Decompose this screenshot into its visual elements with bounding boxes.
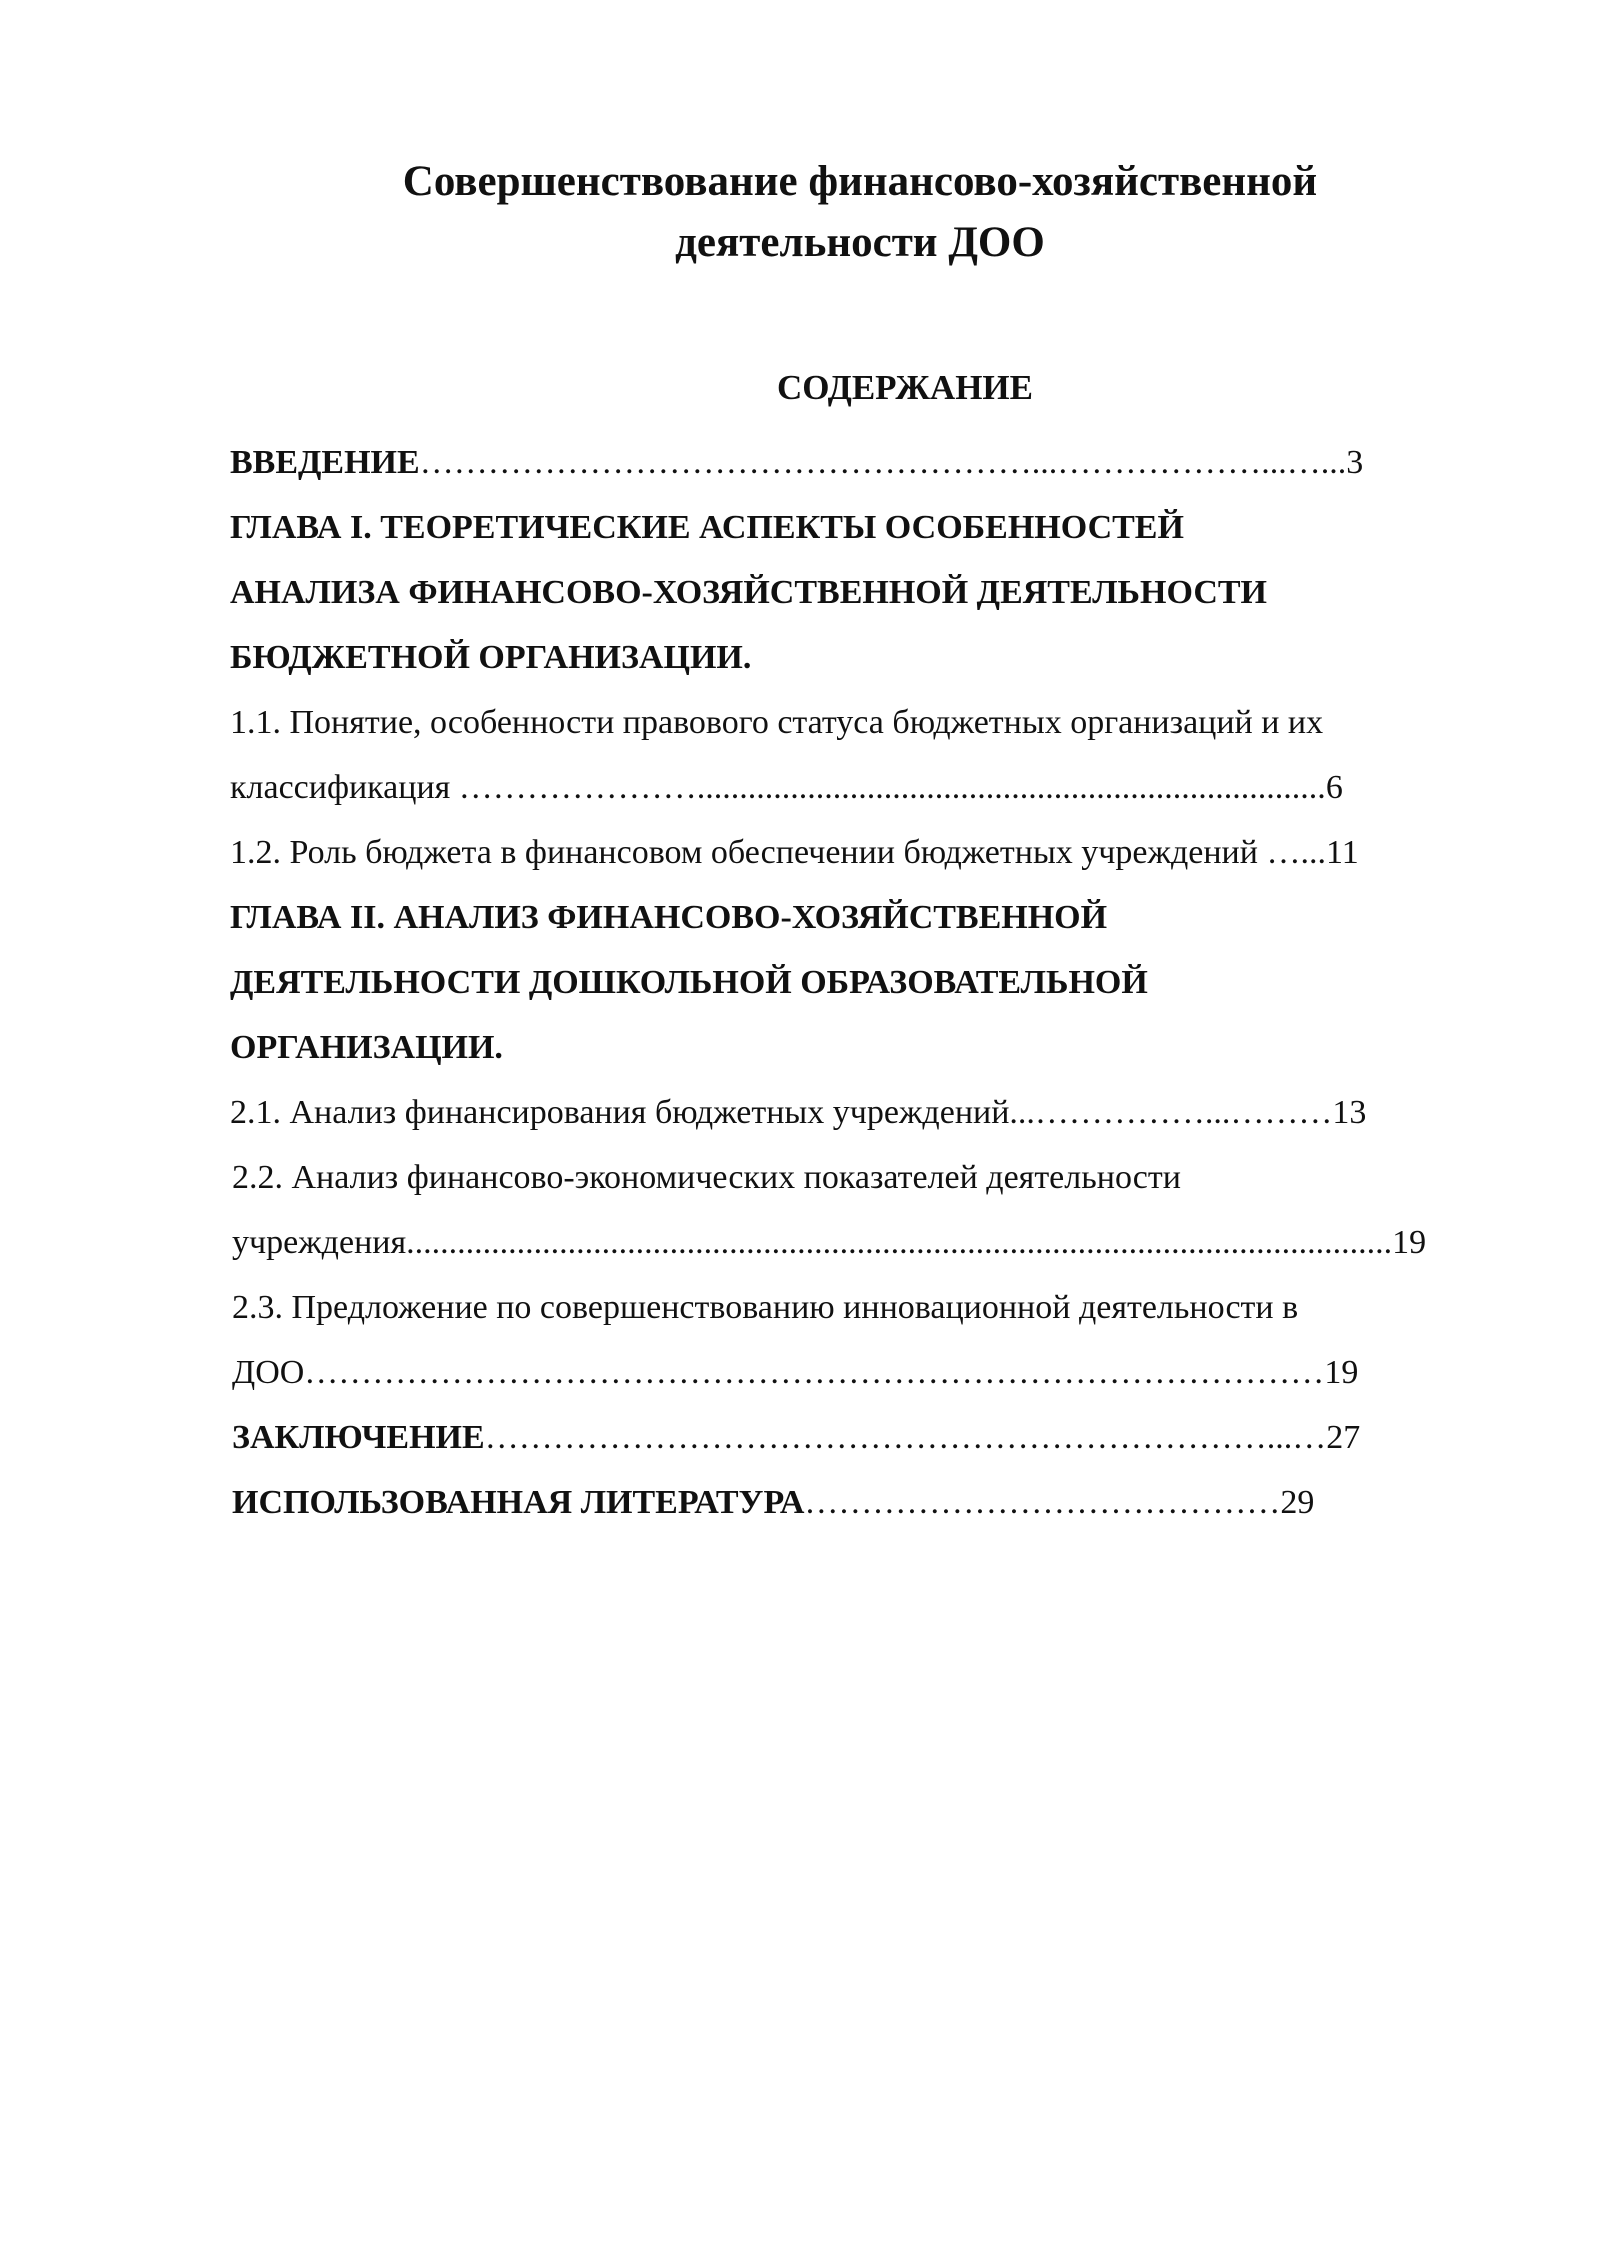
toc-chapter-1-line-3: БЮДЖЕТНОЙ ОРГАНИЗАЦИИ. <box>230 639 752 676</box>
toc-section-1-1-line-2 <box>230 763 1343 813</box>
toc-intro-page: 3 <box>1346 444 1364 481</box>
toc-section-1-1-text: классификация ………………….......................................................................... <box>230 769 1326 806</box>
toc-section-2-3-line-1: 2.3. Предложение по совершенствованию инновационной деятельности в <box>232 1289 1299 1326</box>
toc-chapter-1-line-1: ГЛАВА I. ТЕОРЕТИЧЕСКИЕ АСПЕКТЫ ОСОБЕННОСТЕЙ <box>230 509 1184 546</box>
toc-section-2-2-page: 19 <box>1392 1224 1427 1261</box>
toc-literature-leader: …………………………………… <box>804 1484 1281 1521</box>
toc-section-2-2-line-1: 2.2. Анализ финансово-экономических показателей деятельности <box>232 1159 1181 1196</box>
toc-section-1-2-page: 11 <box>1325 834 1359 871</box>
toc-intro-label: ВВЕДЕНИЕ <box>230 444 420 481</box>
toc-chapter-2-line-3: ОРГАНИЗАЦИИ. <box>230 1029 503 1066</box>
toc-literature-page: 29 <box>1280 1484 1315 1521</box>
toc-item-literature <box>232 1478 1314 1528</box>
toc-chapter-2-line-1: ГЛАВА II. АНАЛИЗ ФИНАНСОВО-ХОЗЯЙСТВЕННОЙ <box>230 899 1108 936</box>
toc-section-1-2 <box>230 828 1359 878</box>
toc-conclusion-label: ЗАКЛЮЧЕНИЕ <box>232 1419 485 1456</box>
document-title-line-1: Совершенствование финансово-хозяйственной <box>402 158 1318 205</box>
toc-conclusion-leader: ……………………………………………………………...… <box>484 1419 1327 1456</box>
toc-intro-leader: ………………………………………………...………………...…... <box>419 444 1347 481</box>
toc-item-conclusion <box>232 1413 1360 1463</box>
toc-section-2-2-line-2 <box>232 1218 1426 1268</box>
toc-heading: СОДЕРЖАНИЕ <box>776 368 1033 407</box>
toc-section-2-1-text: 2.1. Анализ финансирования бюджетных учреждений...……………...……… <box>230 1094 1333 1131</box>
document-title-line-2: деятельности ДОО <box>675 219 1045 266</box>
toc-section-2-1 <box>230 1088 1366 1138</box>
toc-section-2-3-page: 19 <box>1324 1354 1359 1391</box>
toc-item-intro <box>230 438 1363 488</box>
toc-chapter-2-line-2: ДЕЯТЕЛЬНОСТИ ДОШКОЛЬНОЙ ОБРАЗОВАТЕЛЬНОЙ <box>230 964 1148 1001</box>
toc-section-2-1-page: 13 <box>1332 1094 1367 1131</box>
toc-section-2-3-text: ДОО……………………………………………………………………………… <box>232 1354 1325 1391</box>
toc-chapter-1-line-2: АНАЛИЗА ФИНАНСОВО-ХОЗЯЙСТВЕННОЙ ДЕЯТЕЛЬНОСТИ <box>230 574 1267 611</box>
toc-section-1-1-page: 6 <box>1325 769 1343 806</box>
toc-conclusion-page: 27 <box>1326 1419 1361 1456</box>
toc-section-2-2-text: учреждения.................................................................................................................... <box>232 1224 1393 1261</box>
toc-section-2-3-line-2 <box>232 1348 1358 1398</box>
toc-section-1-1-line-1: 1.1. Понятие, особенности правового статуса бюджетных организаций и их <box>230 704 1324 741</box>
toc-section-1-2-text: 1.2. Роль бюджета в финансовом обеспечении бюджетных учреждений …... <box>230 834 1326 871</box>
toc-literature-label: ИСПОЛЬЗОВАННАЯ ЛИТЕРАТУРА <box>232 1484 805 1521</box>
